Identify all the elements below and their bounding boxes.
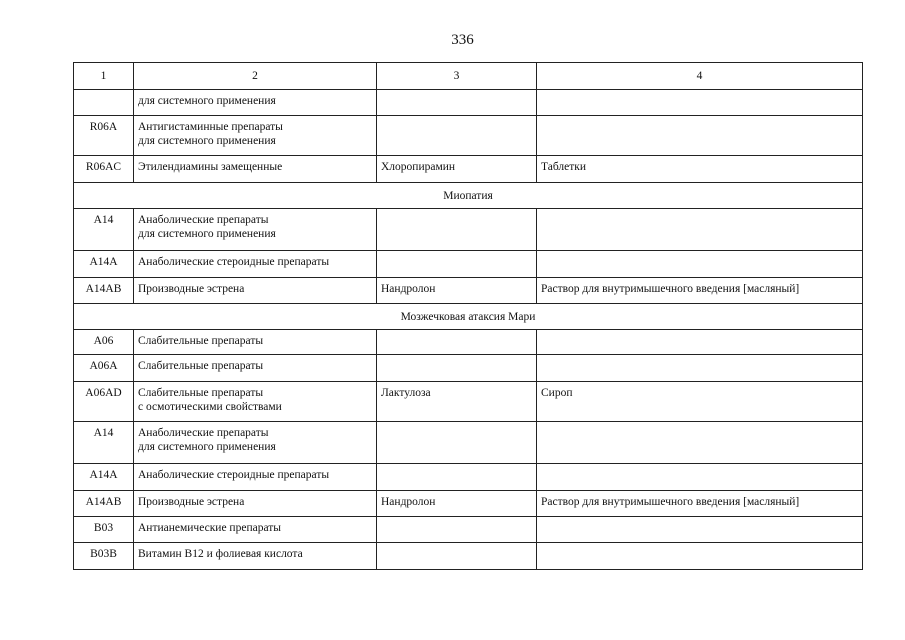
drug-name-cell bbox=[377, 464, 537, 491]
dosage-form-cell bbox=[537, 464, 863, 491]
atc-code-cell: A14A bbox=[74, 464, 134, 491]
atc-code-cell bbox=[74, 90, 134, 116]
table-body bbox=[74, 63, 863, 570]
drug-name-cell bbox=[377, 543, 537, 570]
drug-name-cell bbox=[377, 517, 537, 543]
atc-code-cell: A06 bbox=[74, 330, 134, 355]
dosage-form-cell bbox=[537, 543, 863, 570]
drug-name-cell bbox=[377, 209, 537, 251]
dosage-form-cell: Раствор для внутримышечного введения [масляный] bbox=[537, 491, 863, 517]
drug-table bbox=[73, 62, 863, 570]
page-number: 336 bbox=[451, 32, 474, 48]
table-row bbox=[74, 251, 863, 278]
drug-name-cell: Лактулоза bbox=[377, 382, 537, 422]
group-name-cell: Этилендиамины замещенные bbox=[134, 156, 377, 183]
dosage-form-cell bbox=[537, 90, 863, 116]
table-row bbox=[74, 382, 863, 422]
header-cell-4: 4 bbox=[537, 63, 863, 90]
atc-code-cell: A14AB bbox=[74, 491, 134, 517]
drug-name-cell bbox=[377, 422, 537, 464]
atc-code-cell: A06AD bbox=[74, 382, 134, 422]
group-name-cell: Витамин В12 и фолиевая кислота bbox=[134, 543, 377, 570]
header-row bbox=[74, 63, 863, 90]
header-cell-3: 3 bbox=[377, 63, 537, 90]
header-cell-2: 2 bbox=[134, 63, 377, 90]
atc-code-cell: A14 bbox=[74, 209, 134, 251]
section-row bbox=[74, 183, 863, 209]
dosage-form-cell bbox=[537, 517, 863, 543]
table-row bbox=[74, 278, 863, 304]
table-row bbox=[74, 90, 863, 116]
atc-code-cell: R06AC bbox=[74, 156, 134, 183]
drug-name-cell bbox=[377, 116, 537, 156]
drug-name-cell bbox=[377, 251, 537, 278]
group-name-cell: Производные эстрена bbox=[134, 491, 377, 517]
table-row bbox=[74, 543, 863, 570]
group-name-cell: Анаболические препараты для системного применения bbox=[134, 422, 377, 464]
table-row bbox=[74, 517, 863, 543]
group-name-cell: Анаболические препараты для системного применения bbox=[134, 209, 377, 251]
drug-name-cell bbox=[377, 90, 537, 116]
drug-name-cell bbox=[377, 355, 537, 382]
table-row bbox=[74, 422, 863, 464]
atc-code-cell: R06A bbox=[74, 116, 134, 156]
table-row bbox=[74, 355, 863, 382]
table-row bbox=[74, 464, 863, 491]
group-name-cell: Слабительные препараты с осмотическими свойствами bbox=[134, 382, 377, 422]
group-name-cell: Анаболические стероидные препараты bbox=[134, 464, 377, 491]
table-row bbox=[74, 209, 863, 251]
atc-code-cell: B03B bbox=[74, 543, 134, 570]
atc-code-cell: A14AB bbox=[74, 278, 134, 304]
group-name-cell: Антианемические препараты bbox=[134, 517, 377, 543]
atc-code-cell: B03 bbox=[74, 517, 134, 543]
atc-code-cell: A14A bbox=[74, 251, 134, 278]
dosage-form-cell: Сироп bbox=[537, 382, 863, 422]
section-title: Миопатия bbox=[74, 183, 863, 209]
table-row bbox=[74, 491, 863, 517]
group-name-cell: Слабительные препараты bbox=[134, 355, 377, 382]
table-row bbox=[74, 330, 863, 355]
dosage-form-cell: Раствор для внутримышечного введения [масляный] bbox=[537, 278, 863, 304]
section-row bbox=[74, 304, 863, 330]
drug-name-cell: Нандролон bbox=[377, 491, 537, 517]
dosage-form-cell bbox=[537, 330, 863, 355]
dosage-form-cell: Таблетки bbox=[537, 156, 863, 183]
dosage-form-cell bbox=[537, 209, 863, 251]
drug-name-cell bbox=[377, 330, 537, 355]
dosage-form-cell bbox=[537, 116, 863, 156]
group-name-cell: Антигистаминные препараты для системного применения bbox=[134, 116, 377, 156]
atc-code-cell: A06A bbox=[74, 355, 134, 382]
dosage-form-cell bbox=[537, 355, 863, 382]
group-name-cell: Производные эстрена bbox=[134, 278, 377, 304]
drug-name-cell: Хлоропирамин bbox=[377, 156, 537, 183]
atc-code-cell: A14 bbox=[74, 422, 134, 464]
group-name-cell: Слабительные препараты bbox=[134, 330, 377, 355]
group-name-cell: для системного применения bbox=[134, 90, 377, 116]
dosage-form-cell bbox=[537, 251, 863, 278]
dosage-form-cell bbox=[537, 422, 863, 464]
section-title: Мозжечковая атаксия Мари bbox=[74, 304, 863, 330]
table-row bbox=[74, 116, 863, 156]
table-row bbox=[74, 156, 863, 183]
drug-name-cell: Нандролон bbox=[377, 278, 537, 304]
group-name-cell: Анаболические стероидные препараты bbox=[134, 251, 377, 278]
header-cell-1: 1 bbox=[74, 63, 134, 90]
